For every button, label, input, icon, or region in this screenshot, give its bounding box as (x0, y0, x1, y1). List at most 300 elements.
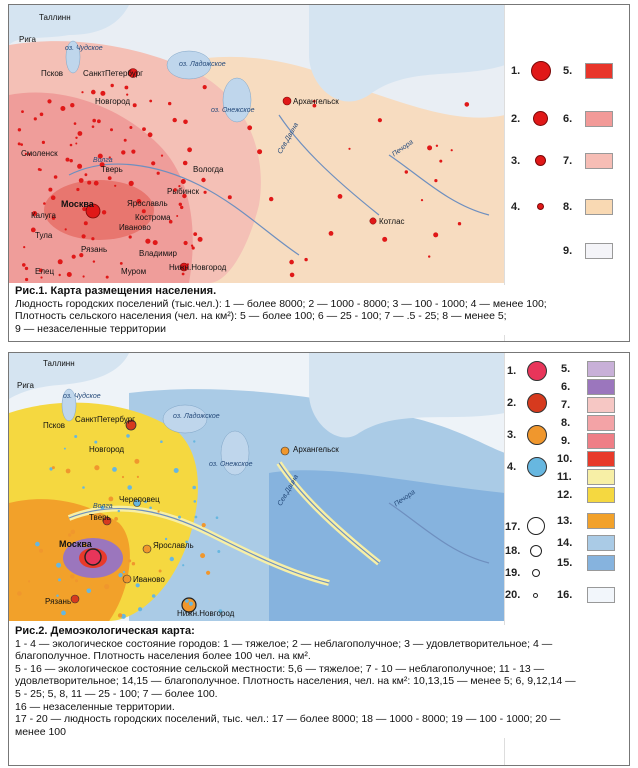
map1-label-yelets: Елец (35, 267, 55, 276)
map2-legend-num-18: 18. (505, 545, 521, 557)
settlement-dot (348, 148, 350, 150)
settlement-dot (158, 510, 160, 512)
settlement-dot (94, 441, 97, 444)
settlement-dot (72, 255, 76, 259)
settlement-dot (20, 143, 23, 146)
settlement-dot (38, 168, 41, 171)
settlement-dot (122, 476, 124, 478)
settlement-dot (193, 440, 195, 442)
map2-label-cherepovets: Череповец (119, 495, 160, 504)
settlement-dot (81, 91, 83, 93)
map1-legend-num-8: 8. (563, 201, 573, 213)
settlement-dot (427, 145, 432, 150)
map1-legend-num-2: 2. (511, 113, 521, 125)
settlement-dot (82, 234, 86, 238)
settlement-dot (304, 258, 307, 261)
map1-label-rybinsk: Рыбинск (167, 187, 200, 196)
map1-city-arkhangelsk-marker[interactable] (283, 97, 291, 105)
settlement-dot (142, 127, 146, 131)
map2-legend-num-5: 5. (561, 363, 571, 375)
settlement-dot (70, 144, 73, 147)
map1-label-smolensk: Смоленск (21, 149, 58, 158)
settlement-dot (92, 119, 96, 123)
map2-caption-line-3: 5 - 16 — экологическое состояние сельской местности: 5,6 — тяжелое; 7 - 10 — неблагополучное; 11 - 13 — (15, 662, 545, 675)
settlement-dot (66, 469, 71, 474)
settlement-dot (40, 276, 42, 278)
map1-legend-swatch-6 (585, 111, 613, 127)
settlement-dot (152, 594, 156, 598)
map2-caption (15, 625, 623, 738)
settlement-dot (149, 507, 152, 510)
settlement-dot (191, 245, 193, 247)
map1-label-ivanovo: Иваново (119, 223, 151, 232)
map1-legend-num-9: 9. (563, 245, 573, 257)
settlement-dot (34, 117, 37, 120)
map2-legend-num-17: 17. (505, 521, 521, 533)
map2-lake-onega (221, 431, 249, 475)
map1-water-pechora: Печора (391, 138, 415, 159)
settlement-dot (138, 607, 142, 611)
settlement-dot (170, 557, 174, 561)
map1-legend-city-over-8000 (531, 61, 551, 81)
map1-label-tver: Тверь (101, 165, 123, 174)
map1-label-nn: Нижн.Новгород (169, 263, 227, 272)
map2-legend-city-satisfactory (527, 425, 547, 445)
settlement-dot (126, 434, 130, 438)
map2-legend-city-favorable (527, 457, 547, 477)
map1-legend-city-under-100 (537, 203, 544, 210)
map1-legend-swatch-5 (585, 63, 613, 79)
map1-label-ryazan: Рязань (81, 245, 108, 254)
settlement-dot (121, 150, 125, 154)
settlement-dot (111, 84, 114, 87)
settlement-dot (18, 128, 21, 131)
map2-water-chudskoe: оз. Чудское (63, 393, 101, 400)
settlement-dot (173, 118, 177, 122)
settlement-dot (161, 155, 163, 157)
map2-legend-num-4: 4. (507, 461, 517, 473)
settlement-dot (436, 145, 438, 147)
map1-legend-swatch-8 (585, 199, 613, 215)
map2-legend-num-13: 13. (557, 515, 573, 527)
map1-label-riga: Рига (19, 35, 36, 44)
map2-legend-swatch-8 (587, 415, 615, 431)
map2-legend-city-over-8000 (527, 517, 545, 535)
settlement-dot (40, 113, 44, 117)
settlement-dot (434, 179, 437, 182)
settlement-dot (228, 195, 232, 199)
map2-caption-line-6: 16 — незаселенные территории. (15, 700, 175, 713)
settlement-dot (405, 170, 408, 173)
settlement-dot (114, 185, 116, 187)
settlement-dot (125, 86, 129, 90)
settlement-dot (112, 467, 117, 472)
map1-legend-num-5: 5. (563, 65, 573, 77)
settlement-dot (25, 267, 28, 270)
settlement-dot (184, 241, 188, 245)
settlement-dot (39, 549, 43, 553)
map2-legend-num-9: 9. (561, 435, 571, 447)
map2-water-sev-dvina: Сев.Двина (276, 473, 301, 508)
settlement-dot (451, 149, 453, 151)
settlement-dot (42, 141, 45, 144)
map2-label-ivanovo: Иваново (133, 575, 165, 584)
settlement-dot (91, 90, 96, 95)
settlement-dot (198, 237, 203, 242)
map1-label-arkhangelsk: Архангельск (293, 97, 339, 106)
map1-label-vladimir: Владимир (139, 249, 178, 258)
settlement-dot (137, 476, 139, 478)
map1-label-kotlas: Котлас (379, 217, 405, 226)
map2-caption-line-1: 1 - 4 — экологическое состояние городов: 1 — тяжелое; 2 — неблагополучное; 3 — удовлетворительное; 4 — (15, 637, 553, 650)
map2-city-arkhangelsk-marker[interactable] (281, 447, 289, 455)
map1-caption-line-2: Плотность сельского населения (чел. на км²): 5 — более 100; 6 — 25 - 100; 7 — .5 - 25; 8 — менее 5; (15, 310, 507, 323)
map2-city-ryazan-marker[interactable] (71, 595, 79, 603)
settlement-dot (54, 175, 58, 179)
settlement-dot (18, 142, 21, 145)
settlement-dot (70, 159, 73, 162)
settlement-dot (458, 222, 461, 225)
settlement-dot (68, 533, 71, 536)
settlement-dot (123, 571, 125, 573)
map2-water-pechora: Печора (393, 488, 417, 509)
settlement-dot (134, 459, 139, 464)
settlement-dot (43, 202, 46, 205)
settlement-dot (118, 573, 122, 577)
map2-legend-city-heavy (527, 361, 547, 381)
map2-label-yaroslavl: Ярославль (153, 541, 194, 550)
map1-label-yaroslavl: Ярославль (127, 199, 168, 208)
map1-label-novgorod: Новгород (95, 97, 131, 106)
settlement-dot (70, 574, 74, 578)
settlement-dot (194, 500, 197, 503)
map2-label-nn: Нижн.Новгород (177, 609, 235, 618)
map2-legend-num-16: 16. (557, 589, 573, 601)
map2-water-onega: оз. Онежское (209, 461, 253, 468)
settlement-dot (35, 542, 40, 547)
settlement-dot (51, 195, 56, 200)
settlement-dot (382, 237, 387, 242)
map2-legend-num-20: 20. (505, 589, 521, 601)
settlement-dot (181, 179, 186, 184)
map2-legend-city-100-1000 (532, 569, 540, 577)
settlement-dot (128, 559, 131, 562)
map1-water-volga: Волга (93, 157, 113, 164)
settlement-dot (104, 584, 109, 589)
map2-legend-city-unfavorable (527, 393, 547, 413)
map2-label-pskov: Псков (43, 421, 66, 430)
map2-caption-line-2: благополучное. Плотность населения более 100 чел. на км². (15, 650, 311, 663)
map2-legend-swatch-11 (587, 469, 615, 485)
settlement-dot (76, 188, 79, 191)
settlement-dot (338, 194, 343, 199)
map2-legend-swatch-10 (587, 451, 615, 467)
settlement-dot (70, 103, 74, 107)
map2-label-arkhangelsk: Архангельск (293, 445, 339, 454)
settlement-dot (129, 126, 132, 129)
settlement-dot (129, 181, 134, 186)
settlement-dot (71, 530, 76, 535)
settlement-dot (202, 523, 206, 527)
map2-legend-swatch-9 (587, 433, 615, 449)
map2-legend-city-1000-8000 (530, 545, 542, 557)
map1-water-sev-dvina: Сев.Двина (276, 121, 301, 156)
settlement-dot (118, 510, 120, 512)
settlement-dot (58, 259, 63, 264)
settlement-dot (201, 178, 205, 182)
settlement-dot (168, 102, 171, 105)
settlement-dot (47, 99, 51, 103)
settlement-dot (183, 161, 188, 166)
settlement-dot (127, 485, 132, 490)
settlement-dot (94, 181, 99, 186)
settlement-dot (74, 435, 77, 438)
settlement-dot (106, 276, 109, 279)
map1-water-ladoga: оз. Ладожское (179, 61, 226, 68)
map2-legend-num-3: 3. (507, 429, 517, 441)
map2-label-spb: СанктПетербург (75, 415, 136, 424)
map1-label-vologda: Вологда (193, 165, 224, 174)
map2-legend-num-19: 19. (505, 567, 521, 579)
settlement-dot (290, 273, 295, 278)
settlement-dot (66, 158, 70, 162)
settlement-dot (151, 161, 155, 165)
settlement-dot (92, 125, 95, 128)
map1-legend-num-3: 3. (511, 155, 521, 167)
map2-caption-line-8: менее 100 (15, 725, 66, 738)
settlement-dot (28, 580, 30, 582)
map1-label-pskov: Псков (41, 69, 64, 78)
settlement-dot (131, 150, 135, 154)
map2-label-tallinn: Таллинн (43, 359, 75, 368)
settlement-dot (52, 466, 55, 469)
map2-water-ladoga: оз. Ладожское (173, 413, 220, 420)
settlement-dot (179, 203, 182, 206)
settlement-dot (21, 110, 24, 113)
settlement-dot (60, 106, 65, 111)
settlement-dot (421, 199, 423, 201)
settlement-dot (75, 579, 78, 582)
settlement-dot (176, 215, 178, 217)
map1-legend-city-1000-8000 (533, 111, 548, 126)
map1-label-moscow: Москва (61, 199, 94, 209)
settlement-dot (78, 131, 83, 136)
map1-legend-num-1: 1. (511, 65, 521, 77)
map2-legend-swatch-6 (587, 379, 615, 395)
settlement-dot (160, 440, 163, 443)
map2-legend-num-15: 15. (557, 557, 573, 569)
settlement-dot (126, 94, 128, 96)
settlement-dot (216, 516, 219, 519)
settlement-dot (67, 272, 72, 277)
settlement-dot (91, 237, 94, 240)
map2-caption-line-4: удовлетворительное; 14,15 — благополучное. Плотность населения, чел. на км²: 10,13,15 — менее 5; 6, 9,12,14 — (15, 675, 576, 688)
settlement-dot (206, 571, 210, 575)
map1-caption-line-3: 9 — незаселенные территории (15, 322, 167, 335)
map1-caption-title: Рис.1. Карта размещения населения. (15, 285, 217, 297)
settlement-dot (329, 231, 334, 236)
map2-label-riga: Рига (17, 381, 34, 390)
settlement-dot (85, 173, 88, 176)
map2-caption-line-7: 17 - 20 — людность городских поселений, тыс. чел.: 17 — более 8000; 18 — 1000 - 8000; 19 — 100 - 1000; 20 — (15, 713, 561, 726)
settlement-dot (195, 516, 198, 519)
map1-lake-onega (223, 78, 251, 122)
map2-legend-num-6: 6. (561, 381, 571, 393)
map2-legend-city-under-100 (533, 593, 538, 598)
map2-legend-swatch-13 (587, 513, 615, 529)
population-map-panel (8, 4, 630, 342)
map1-label-kaluga: Калуга (31, 211, 56, 220)
map1-legend-num-4: 4. (511, 201, 521, 213)
map1-label-tula: Тула (35, 231, 53, 240)
map2-legend-num-7: 7. (561, 399, 571, 411)
settlement-dot (129, 235, 132, 238)
map1-label-tallinn: Таллинн (39, 13, 71, 22)
settlement-dot (120, 262, 123, 265)
settlement-dot (178, 516, 181, 519)
settlement-dot (22, 263, 26, 267)
settlement-dot (118, 613, 122, 617)
map2-legend-swatch-15 (587, 555, 615, 571)
settlement-dot (149, 100, 152, 103)
settlement-dot (289, 260, 294, 265)
settlement-dot (74, 122, 77, 125)
settlement-dot (145, 239, 150, 244)
settlement-dot (182, 273, 185, 276)
map2-caption-title: Рис.2. Демоэкологическая карта: (15, 625, 195, 637)
settlement-dot (465, 102, 470, 107)
map2-legend-num-11: 11. (557, 471, 572, 483)
map2-legend-swatch-7 (587, 397, 615, 413)
settlement-dot (200, 553, 205, 558)
map2-city-moscow-marker[interactable] (85, 549, 101, 565)
settlement-dot (58, 578, 61, 581)
settlement-dot (79, 178, 84, 183)
map1-water-chudskoe: оз. Чудское (65, 45, 103, 52)
settlement-dot (247, 125, 252, 130)
map2-label-ryazan: Рязань (45, 597, 72, 606)
settlement-dot (75, 137, 77, 139)
settlement-dot (65, 228, 67, 230)
settlement-dot (439, 160, 442, 163)
settlement-dot (132, 562, 135, 565)
demo-ecological-map-panel (8, 352, 630, 766)
map2-legend-swatch-14 (587, 535, 615, 551)
settlement-dot (433, 232, 438, 237)
settlement-dot (192, 486, 196, 490)
map1-city-kotlas-marker[interactable] (370, 218, 376, 224)
map1-legend-num-7: 7. (563, 155, 573, 167)
settlement-dot (153, 240, 158, 245)
map1-legend-swatch-9 (585, 243, 613, 259)
settlement-dot (17, 591, 22, 596)
settlement-dot (378, 118, 382, 122)
settlement-dot (75, 143, 77, 145)
map2-legend-swatch-5 (587, 361, 615, 377)
map2-caption-line-5: 5 - 25; 5, 8, 11 — 25 - 100; 7 — более 100. (15, 687, 218, 700)
settlement-dot (56, 563, 61, 568)
settlement-dot (109, 497, 114, 502)
settlement-dot (48, 188, 52, 192)
settlement-dot (59, 274, 61, 276)
map2-label-tver: Тверь (89, 513, 111, 522)
settlement-dot (61, 611, 66, 616)
map1-caption-line-1: Людность городских поселений (тыс.чел.): 1 — более 8000; 2 — 1000 - 8000; 3 — 100 - 1000; 4 — менее 100; (15, 297, 547, 310)
map1-legend-swatch-7 (585, 153, 613, 169)
settlement-dot (159, 570, 162, 573)
settlement-dot (174, 468, 179, 473)
map1-label-spb: СанктПетербург (83, 69, 144, 78)
map2-legend-num-12: 12. (557, 489, 573, 501)
settlement-dot (257, 149, 262, 154)
settlement-dot (185, 599, 189, 603)
settlement-dot (193, 232, 197, 236)
map2-water-volga: Волга (93, 503, 113, 510)
settlement-dot (180, 206, 183, 209)
settlement-dot (93, 260, 95, 262)
settlement-dot (64, 448, 66, 450)
map2-legend-num-8: 8. (561, 417, 571, 429)
settlement-dot (87, 181, 91, 185)
settlement-dot (110, 128, 113, 131)
map2-city-ivanovo-marker[interactable] (123, 575, 131, 583)
map2-label-moscow: Москва (59, 539, 92, 549)
settlement-dot (124, 139, 127, 142)
settlement-dot (187, 147, 192, 152)
settlement-dot (269, 197, 273, 201)
map1-label-murom: Муром (121, 267, 147, 276)
settlement-dot (203, 85, 207, 89)
settlement-dot (428, 255, 430, 257)
map1-caption (15, 285, 623, 335)
settlement-dot (102, 210, 106, 214)
settlement-dot (87, 589, 92, 594)
settlement-dot (77, 164, 82, 169)
settlement-dot (25, 278, 28, 281)
map1-label-kostroma: Кострома (135, 213, 171, 222)
settlement-dot (114, 517, 118, 521)
settlement-dot (217, 550, 220, 553)
map1-water-onega: оз. Онежское (211, 107, 255, 114)
settlement-dot (204, 191, 207, 194)
map2-label-novgorod: Новгород (89, 445, 125, 454)
map1-legend-city-100-1000 (535, 155, 546, 166)
settlement-dot (83, 275, 85, 277)
map2-legend-num-2: 2. (507, 397, 517, 409)
settlement-dot (133, 103, 137, 107)
settlement-dot (183, 120, 188, 125)
map2-city-yaroslavl-marker[interactable] (143, 545, 151, 553)
map2-legend-num-1: 1. (507, 365, 517, 377)
settlement-dot (100, 91, 105, 96)
map2-legend-swatch-12 (587, 487, 615, 503)
settlement-dot (108, 176, 112, 180)
settlement-dot (157, 172, 160, 175)
settlement-dot (148, 132, 153, 137)
map2-legend-num-10: 10. (557, 453, 573, 465)
map2-legend-num-14: 14. (557, 537, 573, 549)
map2-legend-swatch-16 (587, 587, 615, 603)
settlement-dot (182, 564, 184, 566)
settlement-dot (97, 119, 101, 123)
map1-legend-num-6: 6. (563, 113, 573, 125)
settlement-dot (189, 602, 193, 606)
settlement-dot (82, 486, 85, 489)
settlement-dot (165, 538, 167, 540)
settlement-dot (84, 221, 88, 225)
settlement-dot (23, 246, 25, 248)
settlement-dot (94, 465, 99, 470)
